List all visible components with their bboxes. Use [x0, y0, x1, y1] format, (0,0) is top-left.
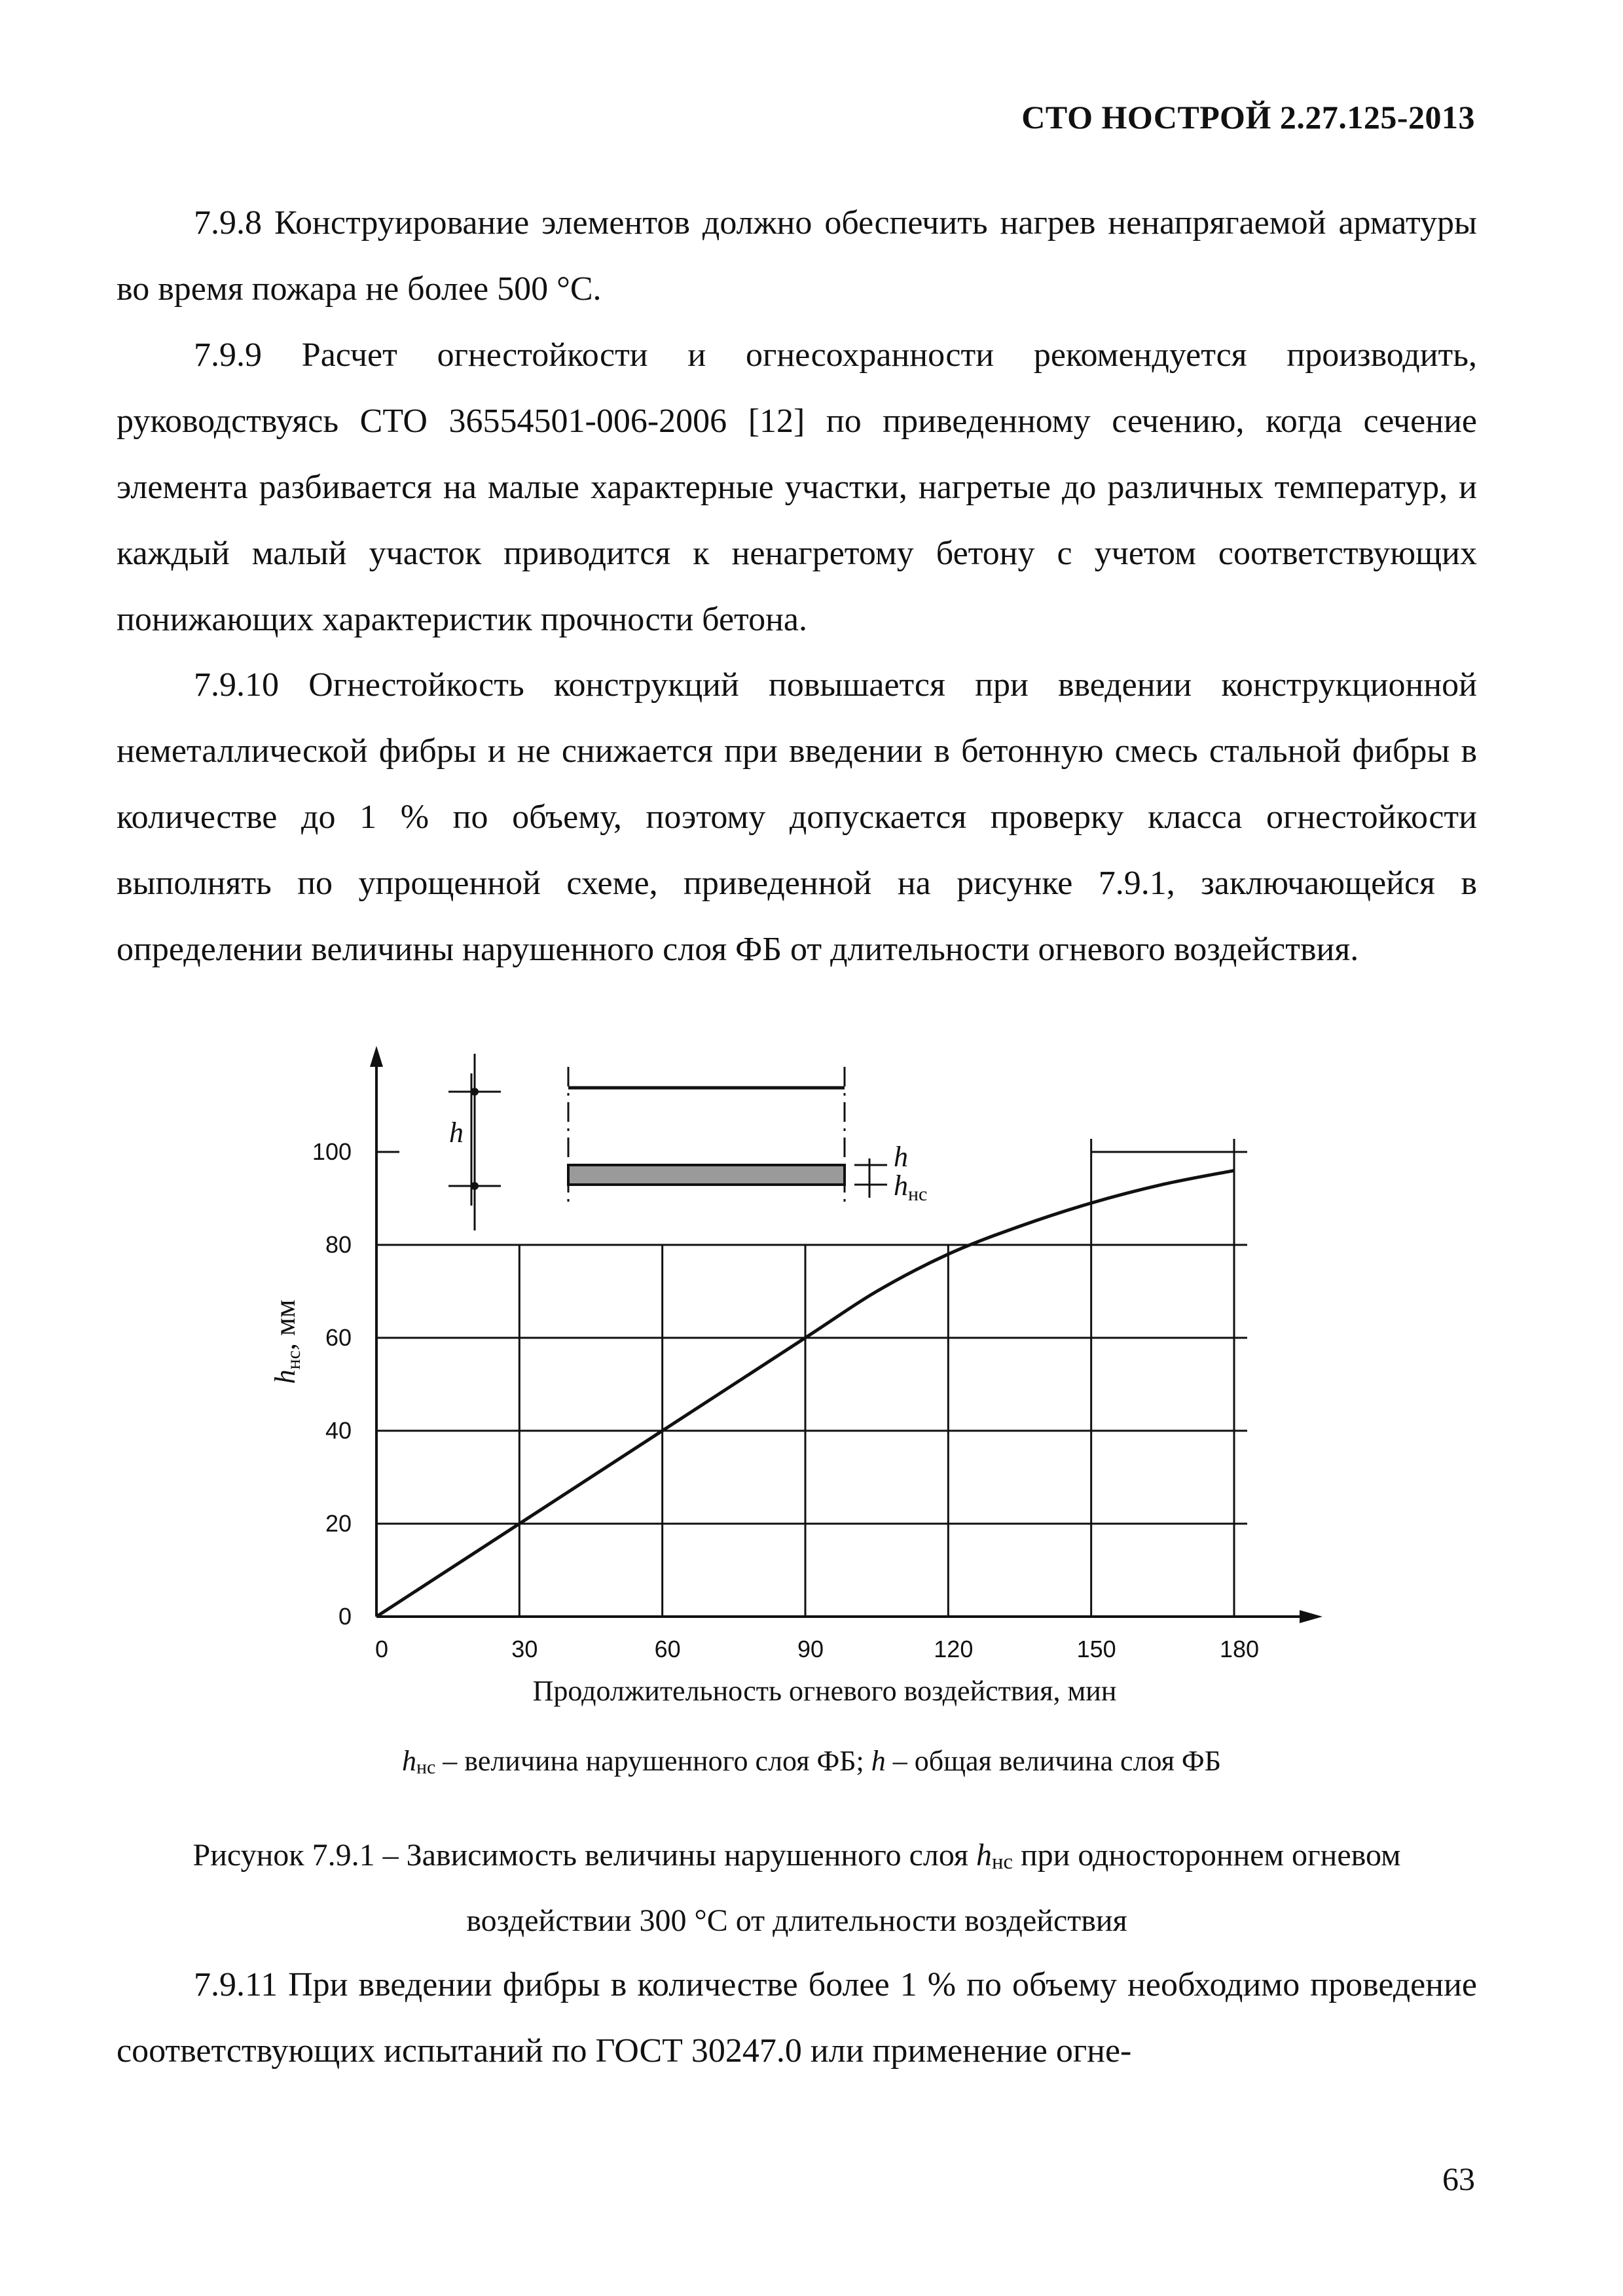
chart-axes — [370, 1046, 1322, 1623]
layer-schematic — [448, 1054, 927, 1230]
figure-caption: Рисунок 7.9.1 – Зависимость величины нарушенного слоя $h_{нс}$ при одностороннем огневом воздействии 300 °С от длительности воздействия — [192, 1838, 1401, 1938]
y-tick-label-20: 20 — [325, 1510, 352, 1537]
y-tick-label-100: 100 — [312, 1138, 352, 1165]
chart-ticks — [312, 1138, 1259, 1662]
paragraph-7-9-10: 7.9.10 Огнестойкость конструкций повышается при введении конструкционной неметаллической фибры и не снижается при введении в бетонную смесь стальной фибры в количестве до 1 % по объему, поэтому допускается проверку класса огнестойкости выполнять по упрощенной схеме, приведенной на рисунке 7.9.1, заключающейся в определении величины нарушенного слоя ФБ от длительности огневого воздействия. — [117, 666, 1477, 968]
figure-7-9-1-chart — [249, 1041, 1336, 1728]
chart-grid — [376, 1139, 1247, 1617]
paragraph-7-9-11: 7.9.11 При введении фибры в количестве более 1 % по объему необходимо проведение соответствующих испытаний по ГОСТ 30247.0 или применение огне- — [117, 1966, 1477, 2070]
inset-h-label-right: h — [894, 1141, 908, 1173]
paragraph-7-9-8: 7.9.8 Конструирование элементов должно обеспечить нагрев ненапрягаемой арматуры во время пожара не более 500 °С. — [117, 204, 1477, 308]
document-code-header: СТО НОСТРОЙ 2.27.125-2013 — [1021, 99, 1475, 135]
x-tick-label-0: 0 — [374, 1636, 389, 1662]
y-tick-label-0: 0 — [338, 1603, 352, 1630]
x-tick-label-150: 150 — [1076, 1636, 1116, 1662]
x-axis-label: Продолжительность огневого воздействия, мин — [532, 1675, 1117, 1707]
y-axis-label: hнс, мм — [269, 1299, 304, 1384]
x-tick-label-30: 30 — [511, 1636, 538, 1662]
chart-svg — [249, 1041, 1336, 1728]
paragraph-7-9-9: 7.9.9 Расчет огнестойкости и огнесохранности рекомендуется производить, руководствуясь СТО 36554501-006-2006 [12] по приведенному сечению, когда сечение элемента разбивается на малые характерные участки, нагретые до различных температур, и каждый малый участок приводится к ненагретому бетону с учетом соответствующих понижающих характеристик прочности бетона. — [117, 336, 1477, 638]
y-axis-arrow — [370, 1046, 383, 1067]
damaged-layer-rect — [568, 1165, 845, 1185]
page-number: 63 — [1442, 2161, 1475, 2197]
x-axis-arrow — [1300, 1610, 1322, 1623]
x-tick-label-120: 120 — [934, 1636, 974, 1662]
inset-h-label: h — [449, 1117, 464, 1149]
y-tick-label-40: 40 — [325, 1417, 352, 1444]
x-tick-label-60: 60 — [654, 1636, 681, 1662]
y-tick-label-80: 80 — [325, 1231, 352, 1258]
inset-hns-label: hнс — [894, 1170, 928, 1205]
y-tick-label-60: 60 — [325, 1324, 352, 1351]
figure-legend: $h_{нс}$ – величина нарушенного слоя ФБ; h – общая величина слоя ФБ — [402, 1745, 1221, 1778]
x-tick-label-180: 180 — [1219, 1636, 1260, 1662]
x-tick-label-90: 90 — [797, 1636, 824, 1662]
